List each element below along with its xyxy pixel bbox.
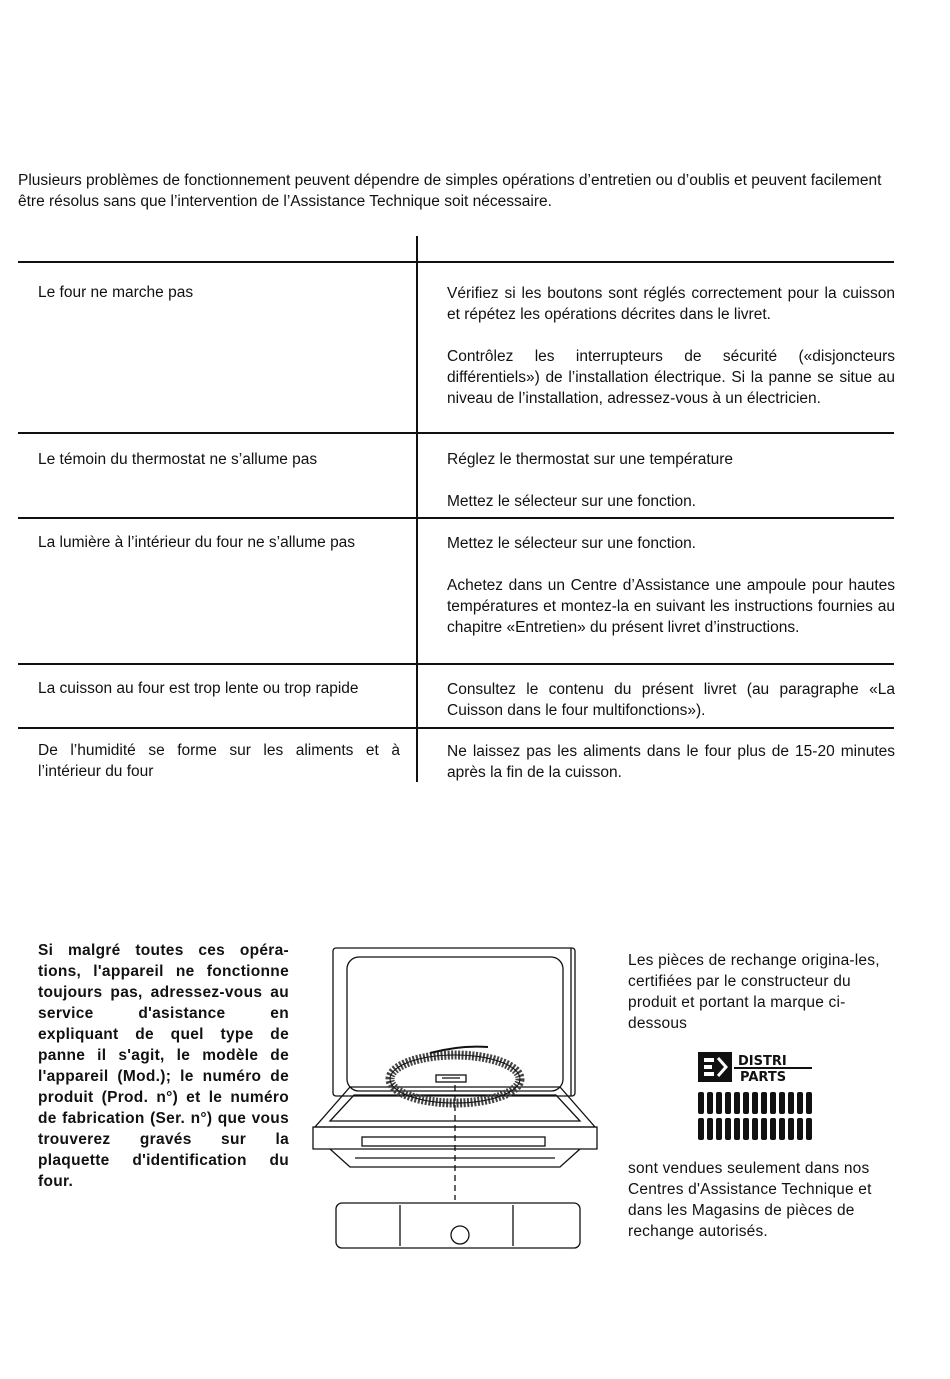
problem-cell: De l’humidité se forme sur les aliments et à l’intérieur du four xyxy=(38,742,400,780)
parts-description: Les pièces de rechange origina-les, certifiées par le constructeur du produit et portant la marque ci-dessous xyxy=(628,952,880,1032)
parts-availability: sont vendues seulement dans nos Centres d'Assistance Technique et dans les Magasins de pièces de rechange autorisés. xyxy=(628,1160,872,1240)
oven-illustration xyxy=(310,945,600,1255)
solution-cell xyxy=(447,679,895,721)
solution-text: Ne laissez pas les aliments dans le four plus de 15-20 minutes après la fin de la cuisson. xyxy=(447,743,895,781)
solution-text: Vérifiez si les boutons sont réglés correctement pour la cuisson et répétez les opérations décrites dans le livret. xyxy=(447,285,895,323)
logo-line2: PARTS xyxy=(740,1070,787,1085)
solution-text: Consultez le contenu du présent livret (au paragraphe «La Cuisson dans le four multifonctions»). xyxy=(447,681,895,719)
problem-cell: Le four ne marche pas xyxy=(38,284,194,301)
distriparts-logo xyxy=(696,1050,814,1146)
solution-cell xyxy=(447,741,895,783)
solution-text: Réglez le thermostat sur une température xyxy=(447,451,734,468)
solution-cell xyxy=(447,283,895,409)
table-row-divider xyxy=(18,663,894,665)
table-column-divider xyxy=(416,236,418,782)
solution-text: Contrôlez les interrupteurs de sécurité («disjoncteurs différentiels») de l’installation électrique. Si la panne se situe au niveau de l’installation, adressez-vous à un électricien. xyxy=(447,348,895,407)
logo-line1: DISTRI xyxy=(738,1054,787,1069)
table-header-rule xyxy=(18,261,894,263)
table-row-divider xyxy=(18,727,894,729)
table-row-divider xyxy=(18,432,894,434)
problem-cell: La cuisson au four est trop lente ou trop rapide xyxy=(38,680,359,697)
solution-cell xyxy=(447,533,895,638)
service-instructions: Si malgré toutes ces opéra-tions, l'appareil ne fonctionne toujours pas, adressez-vous au service d'asistance en expliquant de quel type de panne il s'agit, le modèle de l'appareil (Mod.); le numéro de produit (Prod. n°) et le numéro de fabrication (Ser. n°) que vous trouverez gravés sur la plaquette d'identification du four. xyxy=(38,942,289,1190)
intro-paragraph: Plusieurs problèmes de fonctionnement peuvent dépendre de simples opérations d’entretien ou d’oublis et peuvent facilement être résolus sans que l’intervention de l’Assistance Technique soit nécessaire. xyxy=(18,172,882,210)
solution-text: Mettez le sélecteur sur une fonction. xyxy=(447,493,696,510)
solution-text: Mettez le sélecteur sur une fonction. xyxy=(447,535,696,552)
problem-cell: Le témoin du thermostat ne s’allume pas xyxy=(38,451,318,468)
table-row-divider xyxy=(18,517,894,519)
solution-cell xyxy=(447,449,895,512)
solution-text: Achetez dans un Centre d’Assistance une ampoule pour hautes températures et montez-la en suivant les instructions fournies au chapitre «Entretien» du présent livret d’instructions. xyxy=(447,577,895,636)
problem-cell: La lumière à l’intérieur du four ne s’allume pas xyxy=(38,534,356,551)
